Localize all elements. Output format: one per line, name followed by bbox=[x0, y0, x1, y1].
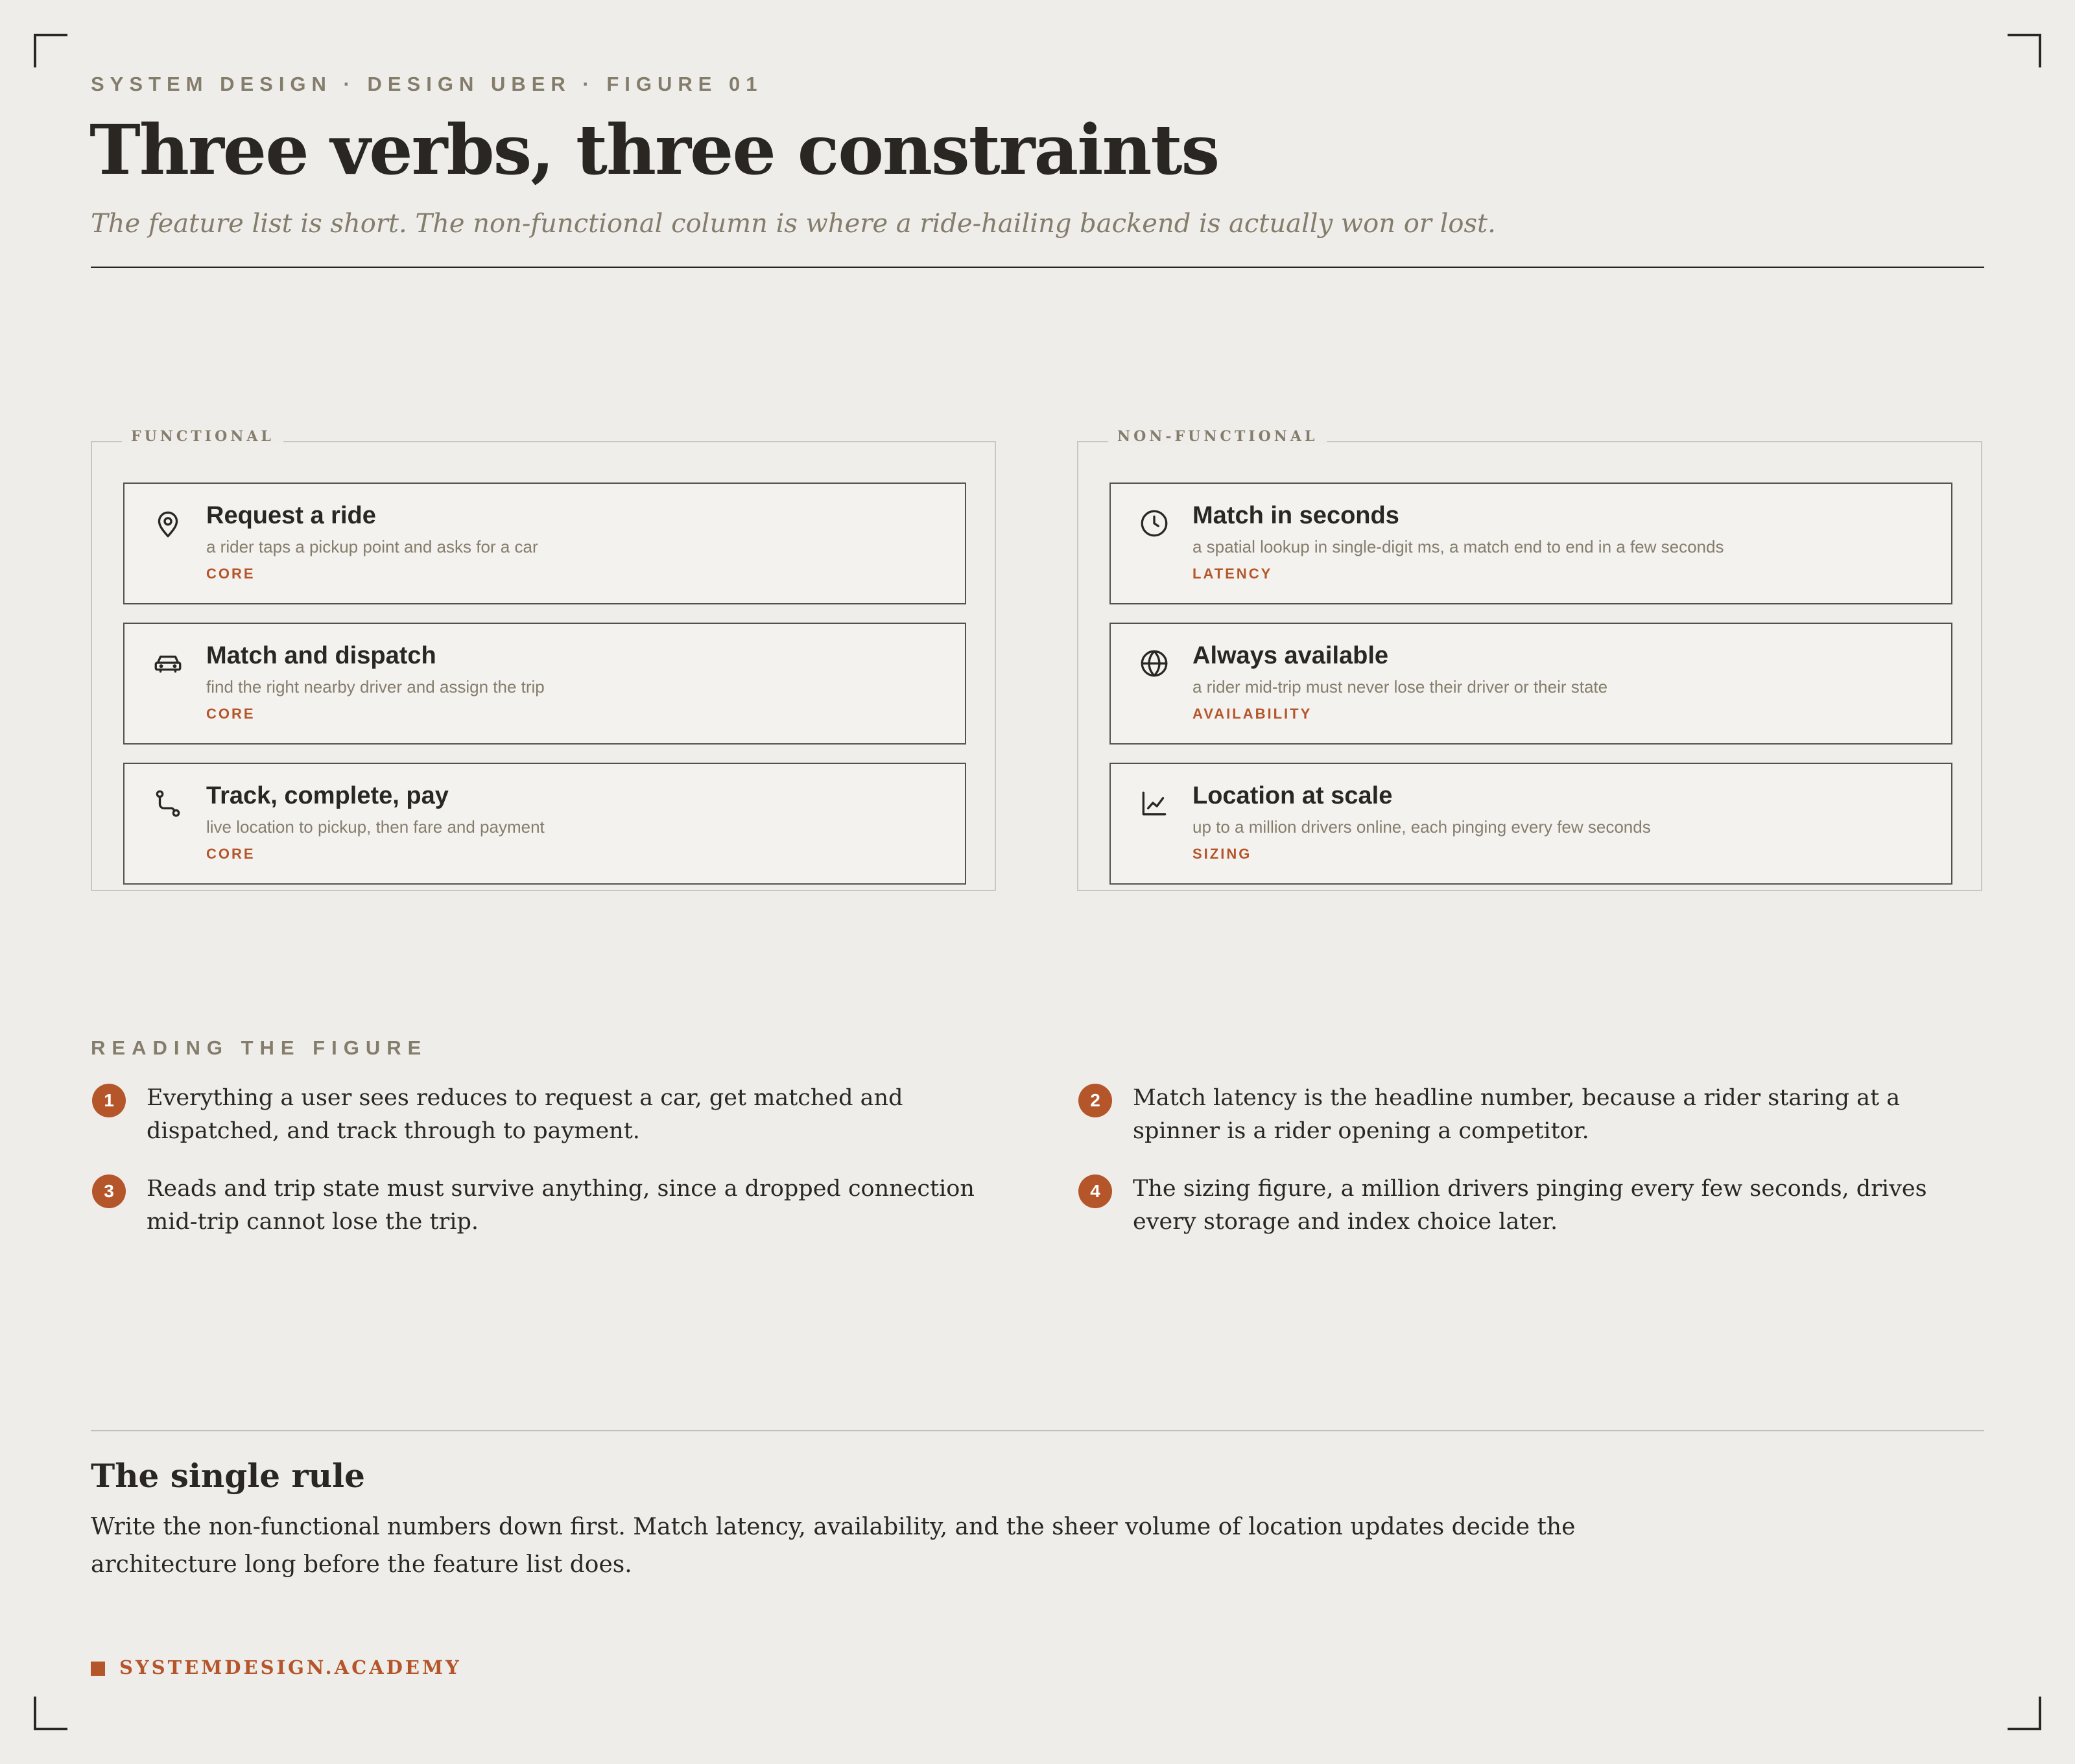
card-tag: LATENCY bbox=[1192, 566, 1273, 582]
functional-label: FUNCTIONAL bbox=[122, 428, 283, 445]
crop-mark-bottom-right bbox=[2008, 1697, 2041, 1730]
page-title: Three verbs, three constraints bbox=[89, 109, 1219, 190]
card-location-at-scale bbox=[1109, 763, 1952, 885]
functional-panel bbox=[91, 428, 996, 891]
rule-title: The single rule bbox=[91, 1457, 365, 1495]
note-number-badge: 4 bbox=[1078, 1174, 1112, 1208]
page-subtitle: The feature list is short. The non-functional column is where a ride-hailing backend is actually won or lost. bbox=[91, 209, 1496, 239]
card-match-in-seconds bbox=[1109, 483, 1952, 604]
card-title: Match in seconds bbox=[1192, 502, 1399, 529]
clock-icon bbox=[1138, 507, 1170, 540]
note-number-badge: 3 bbox=[92, 1174, 126, 1208]
card-match-and-dispatch bbox=[123, 623, 966, 745]
card-title: Request a ride bbox=[206, 502, 376, 529]
note-number-badge: 2 bbox=[1078, 1084, 1112, 1117]
card-track-complete-pay bbox=[123, 763, 966, 885]
eyebrow: SYSTEM DESIGN · DESIGN UBER · FIGURE 01 bbox=[91, 73, 763, 95]
note-number-badge: 1 bbox=[92, 1084, 126, 1117]
card-description: up to a million drivers online, each pinging every few seconds bbox=[1192, 817, 1651, 837]
globe-icon bbox=[1138, 647, 1170, 680]
rule-divider bbox=[91, 1430, 1984, 1431]
non-functional-label: NON-FUNCTIONAL bbox=[1108, 428, 1327, 445]
crop-mark-bottom-left bbox=[34, 1697, 67, 1730]
card-title: Match and dispatch bbox=[206, 642, 436, 669]
card-tag: SIZING bbox=[1192, 846, 1252, 862]
card-always-available bbox=[1109, 623, 1952, 745]
crop-mark-top-right bbox=[2008, 34, 2041, 67]
card-description: live location to pickup, then fare and payment bbox=[206, 817, 545, 837]
crop-mark-top-left bbox=[34, 34, 67, 67]
card-request-a-ride bbox=[123, 483, 966, 604]
header-divider bbox=[91, 267, 1984, 268]
card-title: Location at scale bbox=[1192, 782, 1393, 809]
card-tag: CORE bbox=[206, 846, 255, 862]
note-text: The sizing figure, a million drivers pinging every few seconds, drives every storage and index choice later. bbox=[1133, 1176, 1927, 1235]
card-tag: CORE bbox=[206, 706, 255, 722]
note-text: Everything a user sees reduces to request a car, get matched and dispatched, and track through to payment. bbox=[147, 1085, 903, 1144]
non-functional-panel bbox=[1077, 428, 1982, 891]
map-pin-icon bbox=[152, 507, 184, 540]
brand-square-icon bbox=[91, 1662, 105, 1676]
reading-heading: READING THE FIGURE bbox=[91, 1036, 428, 1059]
card-tag: AVAILABILITY bbox=[1192, 706, 1312, 722]
note-text: Match latency is the headline number, because a rider staring at a spinner is a rider opening a competitor. bbox=[1133, 1085, 1901, 1144]
brand-name: SYSTEMDESIGN.ACADEMY bbox=[119, 1656, 462, 1678]
car-icon bbox=[152, 647, 184, 680]
card-title: Track, complete, pay bbox=[206, 782, 449, 809]
card-description: find the right nearby driver and assign the trip bbox=[206, 677, 545, 697]
card-description: a rider taps a pickup point and asks for a car bbox=[206, 537, 538, 556]
route-icon bbox=[152, 787, 184, 820]
card-title: Always available bbox=[1192, 642, 1389, 669]
rule-body: Write the non-functional numbers down first. Match latency, availability, and the sheer volume of location updates decide the architecture long before the feature list does. bbox=[91, 1514, 1576, 1578]
note-text: Reads and trip state must survive anything, since a dropped connection mid-trip cannot lose the trip. bbox=[147, 1176, 975, 1235]
card-description: a rider mid-trip must never lose their driver or their state bbox=[1192, 677, 1608, 697]
card-description: a spatial lookup in single-digit ms, a match end to end in a few seconds bbox=[1192, 537, 1724, 556]
line-chart-icon bbox=[1138, 787, 1170, 820]
card-tag: CORE bbox=[206, 566, 255, 582]
